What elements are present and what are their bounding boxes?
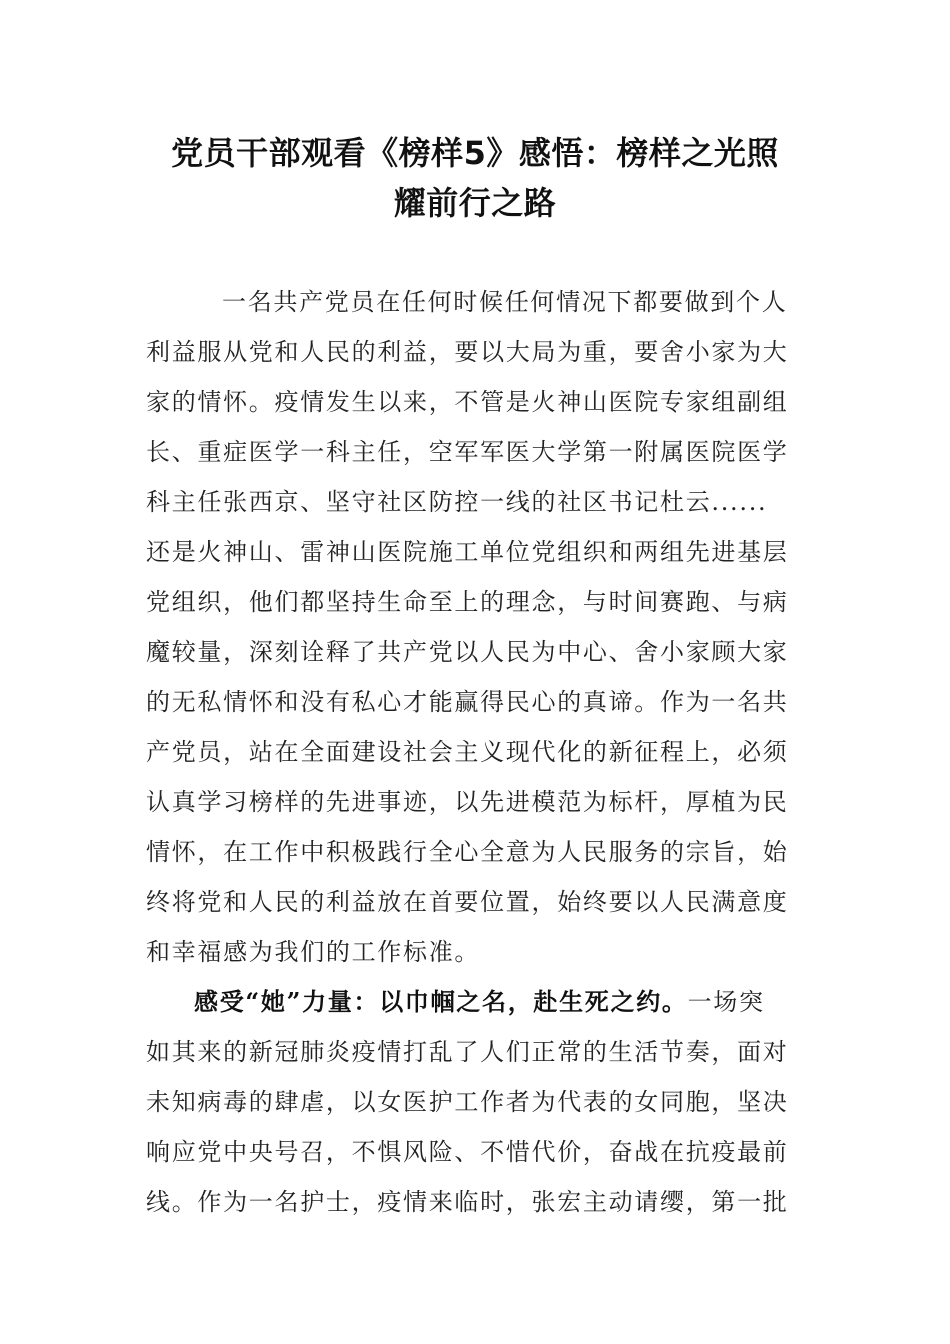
paragraph-1-line: 情怀，在工作中积极践行全心全意为人民服务的宗旨，始 bbox=[146, 838, 789, 866]
paragraph-2-line: 如其来的新冠肺炎疫情打乱了人们正常的生活节奏，面对 bbox=[146, 1038, 789, 1066]
paragraph-1-line: 的无私情怀和没有私心才能赢得民心的真谛。作为一名共 bbox=[146, 688, 789, 716]
paragraph-1-line: 终将党和人民的利益放在首要位置，始终要以人民满意度 bbox=[146, 888, 789, 916]
paragraph-2-first-line-rest: 一场突 bbox=[687, 988, 765, 1016]
paragraph-2-heading: 感受“她”力量：以巾帼之名，赴生死之约。 bbox=[194, 987, 688, 1016]
document-title-line-1: 党员干部观看《榜样5》感悟：榜样之光照 bbox=[171, 134, 779, 172]
paragraph-2-line: 响应党中央号召，不惧风险、不惜代价，奋战在抗疫最前 bbox=[146, 1138, 789, 1166]
paragraph-2-line: 未知病毒的肆虐，以女医护工作者为代表的女同胞，坚决 bbox=[146, 1088, 789, 1116]
paragraph-1-line: 科主任张西京、坚守社区防控一线的社区书记杜云...... bbox=[146, 488, 768, 516]
paragraph-1-line: 还是火神山、雷神山医院施工单位党组织和两组先进基层 bbox=[146, 538, 789, 566]
paragraph-1-line: 产党员，站在全面建设社会主义现代化的新征程上，必须 bbox=[146, 738, 789, 766]
paragraph-2-line: 线。作为一名护士，疫情来临时，张宏主动请缨，第一批 bbox=[146, 1188, 789, 1216]
paragraph-1-line: 认真学习榜样的先进事迹，以先进模范为标杆，厚植为民 bbox=[146, 788, 789, 816]
paragraph-1-line: 党组织，他们都坚持生命至上的理念，与时间赛跑、与病 bbox=[146, 588, 789, 616]
paragraph-2-first-line bbox=[194, 985, 765, 1019]
paragraph-1-line: 和幸福感为我们的工作标准。 bbox=[146, 938, 481, 966]
paragraph-1-line: 魔较量，深刻诠释了共产党以人民为中心、舍小家顾大家 bbox=[146, 638, 789, 666]
paragraph-1-line: 长、重症医学一科主任，空军军医大学第一附属医院医学 bbox=[146, 438, 789, 466]
paragraph-1-line: 一名共产党员在任何时候任何情况下都要做到个人 bbox=[222, 288, 788, 316]
document-title-line-2: 耀前行之路 bbox=[393, 184, 557, 222]
paragraph-1-line: 家的情怀。疫情发生以来，不管是火神山医院专家组副组 bbox=[146, 388, 789, 416]
paragraph-1-line: 利益服从党和人民的利益，要以大局为重，要舍小家为大 bbox=[146, 338, 789, 366]
